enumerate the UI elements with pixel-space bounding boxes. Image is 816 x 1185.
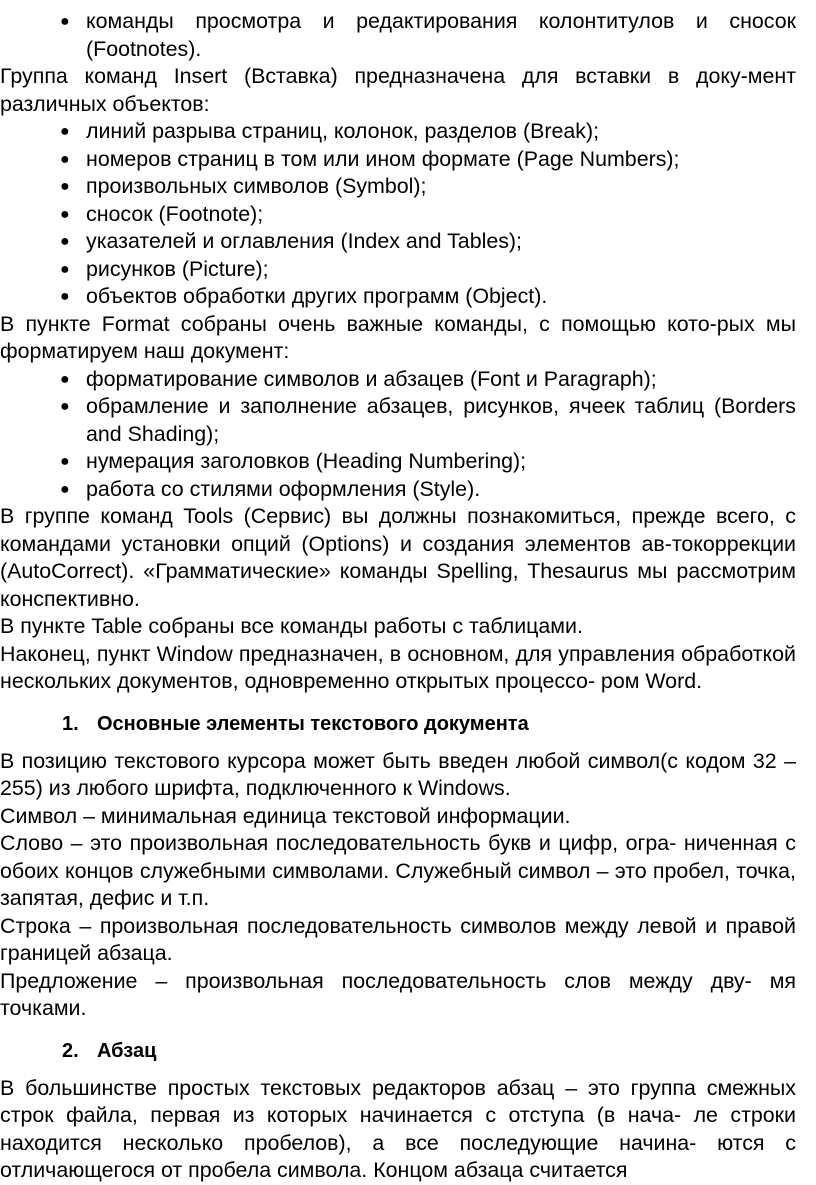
- list-item: [0, 476, 796, 504]
- list-item: [0, 173, 796, 201]
- list-item: [0, 448, 796, 476]
- list-item: [0, 366, 796, 394]
- bullet-icon: ●: [60, 288, 70, 305]
- list-item-text: команды просмотра и редактирования колонтитулов и сносок (Footnotes).: [86, 9, 796, 61]
- list-item-text: произвольных символов (Symbol);: [86, 174, 427, 198]
- list-item-text: линий разрыва страниц, колонок, разделов (Break);: [86, 119, 600, 143]
- list-item: [0, 393, 796, 448]
- paragraph-sentence: Предложение – произвольная последовательность слов между дву- мя точками.: [0, 968, 796, 1020]
- bullet-icon: ●: [60, 233, 70, 250]
- list-item-text: нумерация заголовков (Heading Numbering);: [86, 449, 527, 473]
- paragraph-cursor: В позицию текстового курсора может быть введен любой символ(с кодом 32 – 255) из любого шрифта, подключенного к Windows.: [0, 748, 796, 800]
- bullet-list-format: [0, 366, 796, 504]
- section-heading-2: [0, 1037, 796, 1065]
- paragraph-abzac: В большинстве простых текстовых редакторов абзац – это группа смежных строк файла, первая из которых начинается с отступа (в нача- ле строки находится несколько пробелов), а все последующие начина- ются с отличающегося от пробела символа. Концом абзаца считается: [0, 1075, 796, 1182]
- bullet-icon: ●: [60, 123, 70, 140]
- bullet-list-views: [0, 8, 796, 63]
- bullet-icon: ●: [60, 398, 70, 415]
- bullet-icon: ●: [60, 370, 70, 388]
- list-item-text: обрамление и заполнение абзацев, рисунков, ячеек таблиц (Borders and Shading);: [86, 394, 796, 446]
- paragraph-window: Наконец, пункт Window предназначен, в основном, для управления обработкой нескольких документов, одновременно открытых процессо- ром Word.: [0, 641, 796, 693]
- paragraph-table: В пункте Table собраны все команды работы с таблицами.: [0, 614, 583, 638]
- list-item-text: сносок (Footnote);: [86, 201, 264, 226]
- list-item: [0, 228, 796, 256]
- list-item-text: работа со стилями оформления (Style).: [86, 476, 481, 501]
- list-item-text: форматирование символов и абзацев (Font и Paragraph);: [86, 366, 657, 391]
- paragraph-tools: В группе команд Tools (Сервис) вы должны познакомиться, прежде всего, с командами установки опций (Options) и создания элементов ав-токоррекции (AutoCorrect). «Грамматические» команды Spelling, Thesaurus мы рассмотрим конспективно.: [0, 504, 796, 611]
- list-item: [0, 201, 796, 229]
- bullet-list-insert: [0, 118, 796, 311]
- bullet-icon: ●: [60, 453, 70, 470]
- paragraph-insert: Группа команд Insert (Вставка) предназначена для вставки в доку-мент различных объектов:: [0, 64, 796, 116]
- list-item: [0, 256, 796, 284]
- bullet-icon: ●: [60, 480, 70, 498]
- paragraph-line: Строка – произвольная последовательность символов между левой и правой границей абзаца.: [0, 913, 796, 965]
- list-item: [0, 146, 796, 174]
- paragraph-symbol: Символ – минимальная единица текстовой информации.: [0, 803, 571, 828]
- paragraph-format: В пункте Format собраны очень важные команды, с помощью кото-рых мы форматируем наш документ:: [0, 311, 796, 363]
- bullet-icon: ●: [60, 178, 70, 195]
- heading-title: Абзац: [97, 1039, 157, 1062]
- paragraph-word: Слово – это произвольная последовательность букв и цифр, огра- ниченная с обоих концов служебными символами. Служебный символ – это пробел, точка, запятая, дефис и т.п.: [0, 831, 796, 910]
- list-item-text: объектов обработки других программ (Object).: [86, 284, 548, 308]
- list-item: [0, 283, 796, 311]
- list-item-text: указателей и оглавления (Index and Tables);: [86, 229, 522, 253]
- bullet-icon: ●: [60, 205, 70, 223]
- section-heading-1: [0, 710, 796, 738]
- heading-number: 1.: [62, 712, 79, 735]
- list-item: [0, 8, 796, 63]
- heading-title: Основные элементы текстового документа: [97, 712, 529, 735]
- list-item-text: номеров страниц в том или ином формате (Page Numbers);: [86, 146, 680, 171]
- bullet-icon: ●: [60, 13, 70, 30]
- list-item: [0, 118, 796, 146]
- bullet-icon: ●: [60, 260, 70, 278]
- bullet-icon: ●: [60, 150, 70, 168]
- list-item-text: рисунков (Picture);: [86, 256, 269, 281]
- heading-number: 2.: [62, 1039, 79, 1062]
